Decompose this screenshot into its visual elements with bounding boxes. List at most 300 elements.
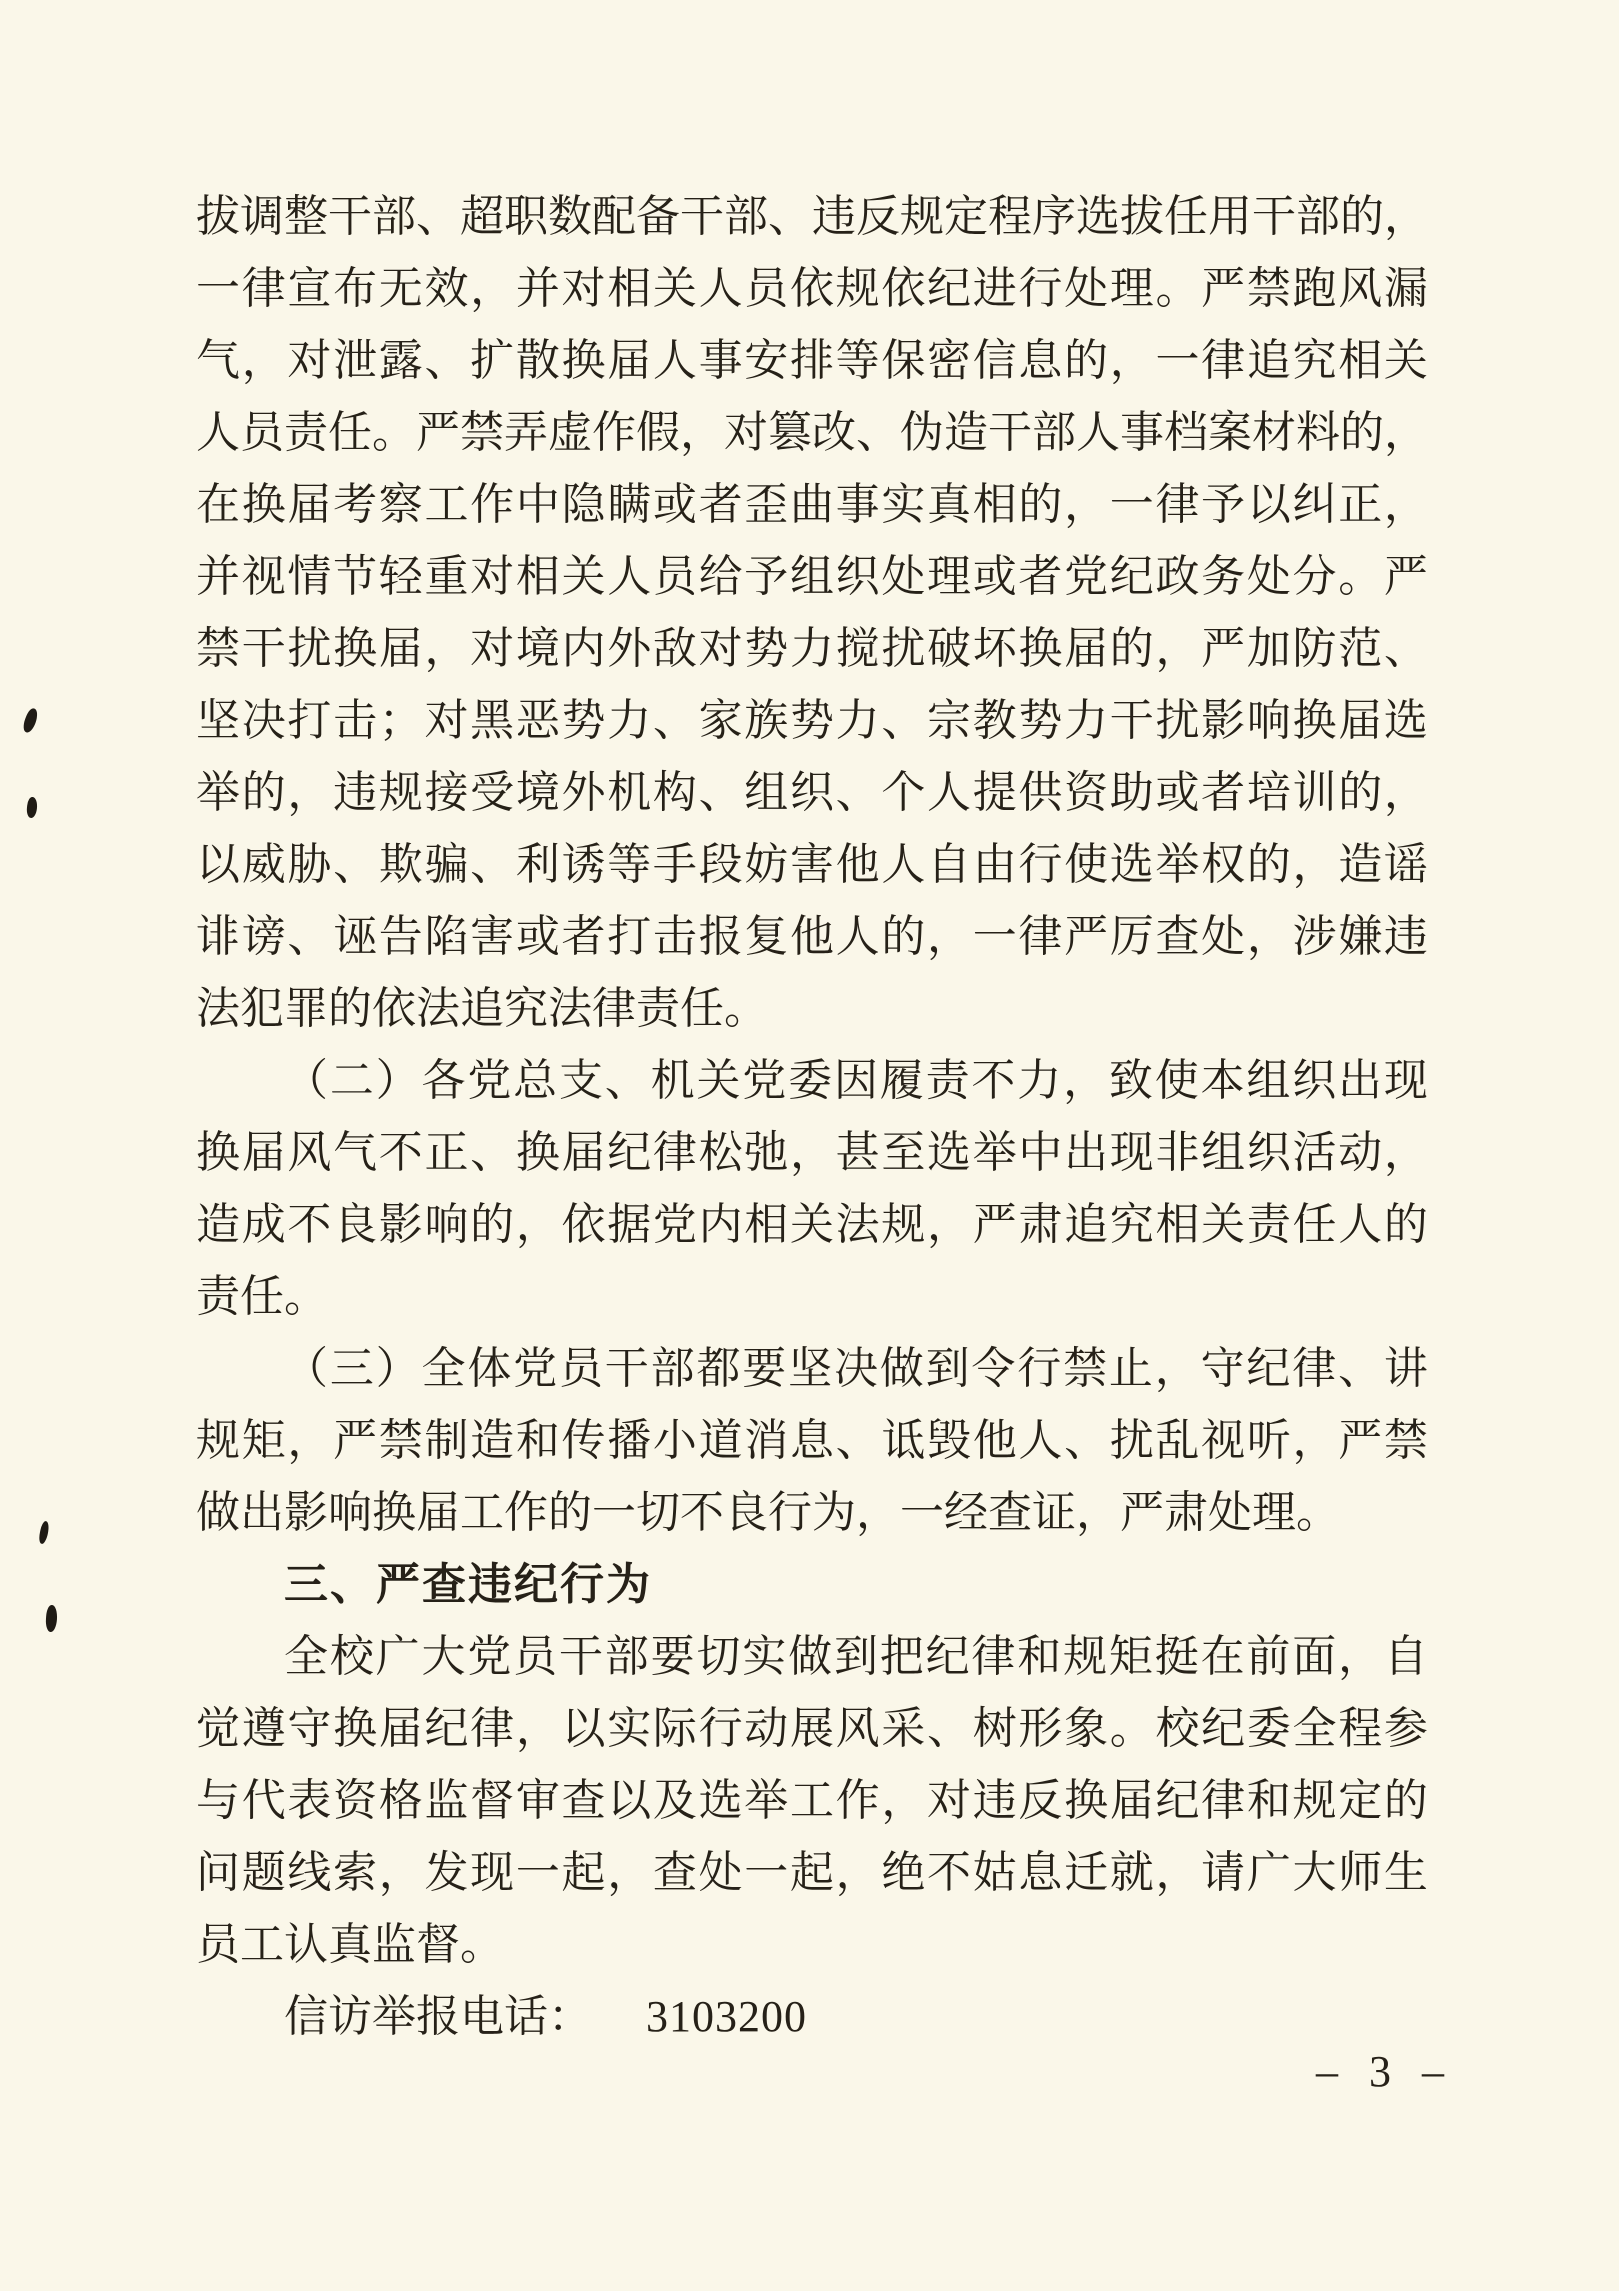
char: 律 (652, 1128, 697, 1177)
char: 干 (1252, 192, 1296, 241)
char: 给 (698, 552, 743, 601)
char: 以 (607, 1776, 652, 1825)
char: 他 (835, 840, 880, 889)
char: 员 (513, 1632, 558, 1681)
ink-speck (38, 1520, 51, 1544)
char: 员 (744, 264, 789, 313)
char: 违 (812, 192, 856, 241)
text-line (196, 181, 1428, 253)
char: 察 (378, 480, 423, 529)
char: 动 (1338, 1128, 1383, 1177)
char: 遵 (241, 1704, 286, 1753)
char: 外 (607, 624, 652, 673)
char: 关 (696, 1056, 741, 1105)
report-phone-number: 3103200 (646, 1992, 807, 2041)
char: 打 (287, 696, 332, 745)
char: 扩 (470, 336, 515, 385)
char: 换 (333, 624, 378, 673)
char: 广 (375, 1632, 420, 1681)
char: ， (1338, 1632, 1383, 1681)
char: 资 (333, 1776, 378, 1825)
char: 安 (744, 336, 789, 385)
text-line (196, 1621, 1428, 1693)
char: 切 (696, 1632, 741, 1681)
char: 全 (421, 1344, 466, 1393)
char: 前 (1246, 1632, 1291, 1681)
char: 讲 (1383, 1344, 1428, 1393)
char: 造 (1338, 840, 1383, 889)
char: 定 (1338, 1776, 1383, 1825)
char: 势 (789, 696, 834, 745)
char: 手 (652, 840, 697, 889)
char: 代 (241, 1776, 286, 1825)
char: 自 (1383, 1632, 1428, 1681)
char: 选 (698, 1776, 743, 1825)
char: 到 (833, 1632, 878, 1681)
char: 实 (881, 480, 926, 529)
char: 严 (1064, 912, 1109, 961)
char: 任 (1292, 1200, 1337, 1249)
char: 组 (789, 552, 834, 601)
char: 严 (1201, 624, 1246, 673)
char: 广 (1246, 1848, 1291, 1897)
char: ） (375, 1056, 420, 1105)
char: 大 (421, 1632, 466, 1681)
char: 理 (1109, 264, 1154, 313)
char: 加 (1246, 624, 1291, 673)
char: 姑 (972, 1848, 1017, 1897)
char: 党 (467, 1632, 512, 1681)
char: 大 (1292, 1848, 1337, 1897)
char: 使 (1154, 1056, 1199, 1105)
char: 规 (1063, 1632, 1108, 1681)
char: 律 (1201, 336, 1246, 385)
char: 破 (927, 624, 971, 673)
char: 严 (416, 408, 460, 457)
text-line (196, 1333, 1428, 1405)
char: 、 (927, 1704, 971, 1753)
char: 进 (972, 264, 1017, 313)
char: 构 (652, 768, 697, 817)
text-line (196, 253, 1428, 325)
char: ， (1384, 192, 1428, 241)
char: 不 (287, 1200, 332, 1249)
text-line (196, 1837, 1428, 1909)
char: 举 (744, 1776, 789, 1825)
char: ， (789, 1128, 834, 1177)
char: 重 (424, 552, 469, 601)
char: 党 (652, 1200, 697, 1249)
char: 党 (742, 1056, 787, 1105)
char: ， (1384, 408, 1428, 457)
char: 陷 (424, 912, 469, 961)
char: 响 (424, 1200, 469, 1249)
char: 党 (513, 1344, 558, 1393)
char: 届 (287, 480, 332, 529)
char: 影 (378, 1200, 423, 1249)
char: 告 (378, 912, 423, 961)
char: 考 (333, 480, 378, 529)
char: 禁 (378, 1416, 423, 1465)
char: 规 (881, 1200, 926, 1249)
char: 者 (1018, 552, 1063, 601)
char: 内 (561, 624, 606, 673)
char: 良 (333, 1200, 378, 1249)
char: 受 (470, 768, 515, 817)
char: 出 (1338, 1056, 1383, 1105)
char: 届 (607, 336, 652, 385)
char: 等 (835, 336, 880, 385)
char: 律 (1292, 1344, 1337, 1393)
char: 。 (1155, 264, 1200, 313)
char: ， (1109, 336, 1154, 385)
char: 究 (1109, 1200, 1154, 1249)
char: 诬 (333, 912, 378, 961)
text-line (196, 325, 1428, 397)
char: 纪 (424, 1704, 469, 1753)
char: 员 (652, 552, 697, 601)
char: ， (241, 336, 286, 385)
char: 力 (1017, 1056, 1062, 1105)
char: 力 (1064, 696, 1109, 745)
char: 利 (515, 840, 560, 889)
char: 的 (881, 912, 926, 961)
char: 的 (1109, 624, 1154, 673)
page-number: – 3 – (1316, 2047, 1454, 2096)
char: 体 (467, 1344, 512, 1393)
line-text: 三、严查违纪行为 (284, 1560, 652, 1609)
char: （ (284, 1056, 328, 1105)
char: 案 (1208, 408, 1252, 457)
char: 不 (927, 1848, 971, 1897)
char: 势 (744, 624, 789, 673)
char: 境 (515, 768, 560, 817)
document-body (196, 181, 1428, 2053)
char: 嫌 (1338, 912, 1383, 961)
char: 扰 (1155, 696, 1200, 745)
char: 泄 (333, 336, 378, 385)
char: 分 (1292, 552, 1337, 601)
text-line (196, 901, 1428, 973)
char: 复 (744, 912, 789, 961)
char: 外 (561, 768, 606, 817)
char: 瞒 (607, 480, 652, 529)
char: 师 (1338, 1848, 1383, 1897)
char: 严 (1201, 264, 1246, 313)
char: 履 (879, 1056, 924, 1105)
text-line (196, 1261, 1428, 1333)
char: ， (881, 1776, 926, 1825)
char: 线 (287, 1848, 332, 1897)
char: 行 (1017, 1344, 1062, 1393)
char: 做 (788, 1632, 833, 1681)
char: 绝 (881, 1848, 926, 1897)
char: 、 (835, 768, 880, 817)
char: 厉 (1109, 912, 1154, 961)
char: 的 (1338, 768, 1383, 817)
char: 超 (460, 192, 504, 241)
char: 风 (1338, 264, 1383, 313)
char: 象 (1064, 1704, 1109, 1753)
char: 轻 (378, 552, 423, 601)
text-line (196, 1189, 1428, 1261)
char: 组 (744, 768, 789, 817)
char: 关 (789, 1200, 834, 1249)
char: ， (1155, 1848, 1200, 1897)
char: 造 (470, 1416, 515, 1465)
char: 到 (925, 1344, 970, 1393)
char: 相 (1155, 1200, 1200, 1249)
char: 谣 (1383, 840, 1428, 889)
char: 诱 (561, 840, 606, 889)
char: 布 (333, 264, 378, 313)
char: 毁 (927, 1416, 971, 1465)
char: 坚 (196, 696, 240, 745)
char: 展 (789, 1704, 834, 1753)
char: 届 (378, 624, 423, 673)
char: 者 (561, 912, 606, 961)
char: ， (1383, 480, 1428, 529)
char: 、 (333, 840, 378, 889)
char: 道 (698, 1416, 743, 1465)
char: 纠 (1292, 480, 1337, 529)
char: 干 (328, 192, 372, 241)
char: ， (287, 1416, 332, 1465)
char: 织 (835, 552, 880, 601)
char: 依 (789, 264, 834, 313)
char: 害 (470, 912, 515, 961)
char: 诽 (196, 912, 240, 961)
char: 换 (333, 1704, 378, 1753)
char: ， (378, 1848, 423, 1897)
line-text: 员工认真监督。 (196, 1920, 504, 1969)
char: 任 (1164, 192, 1208, 241)
char: 处 (1246, 552, 1291, 601)
char: ， (1292, 1416, 1337, 1465)
char: 档 (1164, 408, 1208, 457)
char: 的 (1246, 840, 1291, 889)
char: 干 (988, 408, 1032, 457)
char: 者 (698, 480, 743, 529)
char: 换 (515, 1128, 560, 1177)
char: 恶 (515, 696, 560, 745)
text-line (196, 829, 1428, 901)
char: 权 (1201, 840, 1246, 889)
report-phone-label: 信访举报电话： (284, 1992, 592, 2041)
char: ， (1154, 1344, 1199, 1393)
char: 换 (241, 480, 286, 529)
text-line (196, 1117, 1428, 1189)
char: 内 (698, 1200, 743, 1249)
char: 坏 (972, 624, 1017, 673)
char: 机 (607, 768, 652, 817)
char: 起 (789, 1848, 834, 1897)
char: 造 (944, 408, 988, 457)
char: ， (607, 1848, 652, 1897)
char: 三 (329, 1344, 374, 1393)
char: 气 (333, 1128, 378, 1177)
char: 干 (604, 1344, 649, 1393)
char: 处 (1201, 912, 1246, 961)
char: 露 (378, 336, 423, 385)
char: 动 (744, 1704, 789, 1753)
char: 威 (241, 840, 286, 889)
char: 规 (1292, 1776, 1337, 1825)
char: 相 (972, 480, 1017, 529)
char: 选 (927, 1128, 971, 1177)
char: ） (375, 1344, 420, 1393)
char: 、 (768, 192, 812, 241)
char: 中 (1018, 1128, 1063, 1177)
text-line (196, 1405, 1428, 1477)
char: 选 (1383, 696, 1428, 745)
char: 教 (972, 696, 1017, 745)
char: 对 (927, 1776, 971, 1825)
char: 干 (680, 192, 724, 241)
char: 提 (972, 768, 1017, 817)
char: 党 (1064, 552, 1109, 601)
char: ， (1383, 768, 1428, 817)
char: 追 (1064, 1200, 1109, 1249)
char: 漏 (1383, 264, 1428, 313)
char: 实 (607, 1704, 652, 1753)
char: 或 (515, 912, 560, 961)
char: 树 (972, 1704, 1017, 1753)
char: 处 (881, 552, 926, 601)
char: 督 (470, 1776, 515, 1825)
char: 对 (470, 552, 515, 601)
char: 委 (1246, 1704, 1291, 1753)
char: 理 (927, 552, 971, 601)
char: ； (378, 696, 423, 745)
char: 际 (652, 1704, 697, 1753)
char: 出 (1064, 1128, 1109, 1177)
char: 届 (241, 1128, 286, 1177)
char: 面 (1292, 1632, 1337, 1681)
char: 对 (561, 264, 606, 313)
char: 和 (1246, 1776, 1291, 1825)
char: 关 (652, 264, 697, 313)
line-text: 责任。 (196, 1272, 328, 1321)
char: 行 (1018, 264, 1063, 313)
char: 势 (1018, 696, 1063, 745)
char: 使 (1064, 840, 1109, 889)
char: 矩 (241, 1416, 286, 1465)
char: 责 (1246, 1200, 1291, 1249)
char: 和 (1017, 1632, 1062, 1681)
char: 的 (470, 1200, 515, 1249)
char: 本 (1200, 1056, 1245, 1105)
char: 律 (1018, 912, 1063, 961)
char: 家 (698, 696, 743, 745)
char: 或 (1155, 768, 1200, 817)
char: 隐 (561, 480, 606, 529)
char: 部 (1032, 408, 1076, 457)
char: 的 (1340, 408, 1384, 457)
char: （ (284, 1344, 328, 1393)
ink-speck (45, 1605, 58, 1633)
char: 挺 (1154, 1632, 1199, 1681)
char: 欺 (378, 840, 423, 889)
char: 拔 (1120, 192, 1164, 241)
char: 的 (1340, 192, 1384, 241)
char: 宗 (927, 696, 971, 745)
char: 气 (196, 336, 240, 385)
char: 配 (592, 192, 636, 241)
char: 播 (607, 1416, 652, 1465)
char: 不 (378, 1128, 423, 1177)
char: 届 (1338, 696, 1383, 745)
char: 或 (652, 480, 697, 529)
char: 采 (881, 1704, 926, 1753)
char: 任 (328, 408, 372, 457)
char: 效 (424, 264, 469, 313)
text-line (196, 613, 1428, 685)
char: 搅 (835, 624, 880, 673)
char: 程 (1338, 1704, 1383, 1753)
char: 消 (744, 1416, 789, 1465)
char: 校 (329, 1632, 374, 1681)
char: 事 (698, 336, 743, 385)
char: 现 (1109, 1128, 1154, 1177)
char: 等 (607, 840, 652, 889)
char: 请 (1201, 1848, 1246, 1897)
char: 、 (287, 912, 332, 961)
char: 真 (927, 480, 971, 529)
char: 人 (1338, 1200, 1383, 1249)
char: 敌 (652, 624, 697, 673)
char: 、 (856, 408, 900, 457)
char: 予 (1201, 480, 1246, 529)
char: 织 (789, 768, 834, 817)
char: 。 (1338, 552, 1383, 601)
char: 保 (881, 336, 926, 385)
char: 调 (240, 192, 284, 241)
char: 守 (1200, 1344, 1245, 1393)
char: 行 (1018, 840, 1063, 889)
text-line (196, 1477, 1428, 1549)
text-line (196, 1909, 1428, 1981)
char: 人 (881, 840, 926, 889)
char: 接 (424, 768, 469, 817)
char: 自 (927, 840, 971, 889)
char: 纪 (925, 1632, 970, 1681)
char: 乱 (1155, 1416, 1200, 1465)
char: 正 (424, 1128, 469, 1177)
char: 参 (1383, 1704, 1428, 1753)
char: 扰 (287, 624, 332, 673)
char: 关 (1201, 1200, 1246, 1249)
char: ， (424, 624, 469, 673)
section-heading (196, 1549, 1428, 1621)
char: 散 (515, 336, 560, 385)
char: 换 (1018, 624, 1063, 673)
char: 、 (470, 1128, 515, 1177)
char: 听 (1246, 1416, 1291, 1465)
char: 工 (424, 480, 469, 529)
char: 决 (833, 1344, 878, 1393)
text-line (196, 397, 1428, 469)
char: 拔 (196, 192, 240, 241)
char: 数 (548, 192, 592, 241)
char: 举 (1155, 840, 1200, 889)
char: 换 (196, 1128, 240, 1177)
char: 律 (470, 1704, 515, 1753)
char: 题 (241, 1848, 286, 1897)
char: 相 (1338, 336, 1383, 385)
char: 节 (333, 552, 378, 601)
char: 、 (470, 840, 515, 889)
